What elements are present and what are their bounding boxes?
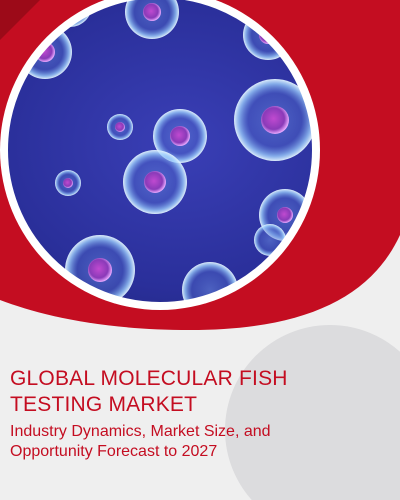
report-subtitle-line-2: Opportunity Forecast to 2027 xyxy=(10,443,218,460)
report-title-line-2: TESTING MARKET xyxy=(10,393,198,416)
report-subtitle xyxy=(10,422,390,462)
report-subtitle-line-1: Industry Dynamics, Market Size, and xyxy=(10,423,271,440)
report-title-block xyxy=(10,366,390,462)
report-title-line-1: GLOBAL MOLECULAR FISH xyxy=(10,367,288,390)
report-title xyxy=(10,366,390,418)
